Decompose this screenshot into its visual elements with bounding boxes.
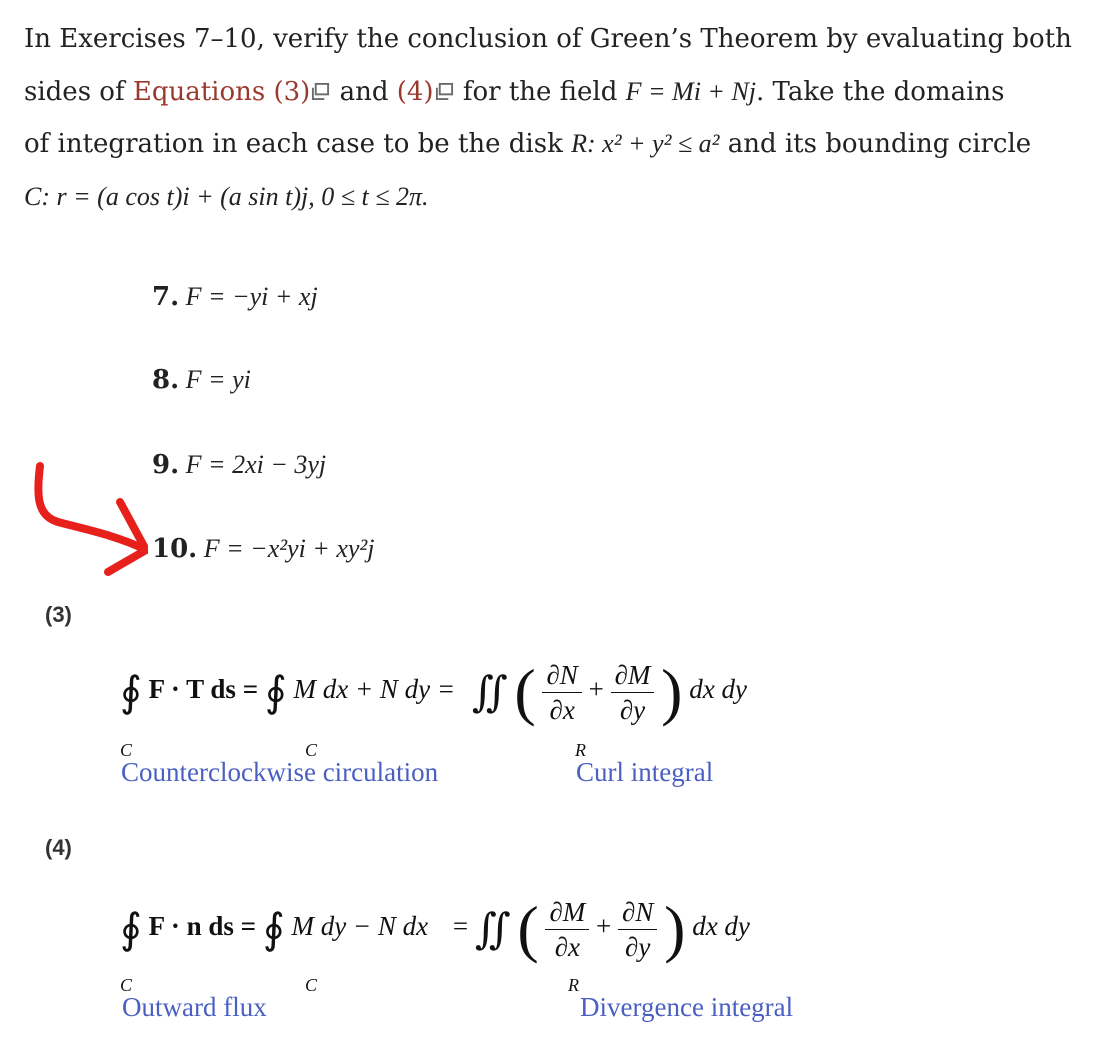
- eq3-middle: M dx + N dy =: [293, 674, 456, 705]
- caption-curl-integral: Curl integral: [576, 757, 714, 787]
- caption-counterclockwise-circulation: Counterclockwise circulation: [121, 757, 439, 787]
- intro-text-1: In Exercises 7–10, verify the conclusion of Green’s Theorem by evaluating both: [24, 24, 1072, 54]
- field-formula: F = Mi + Nj: [625, 76, 757, 106]
- external-link-icon[interactable]: [435, 82, 454, 101]
- fraction-numerator: ∂N: [542, 658, 581, 693]
- equation-4-label: (4): [45, 835, 72, 860]
- equation-3-link[interactable]: Equations (3): [132, 76, 311, 107]
- caption-outward-flux: Outward flux: [122, 992, 267, 1022]
- eq4-tail: dx dy: [692, 911, 750, 942]
- eq4-subscript-r: R: [568, 975, 579, 995]
- plus-sign: +: [596, 911, 612, 942]
- exercise-number: 9.: [152, 450, 180, 480]
- external-link-icon[interactable]: [311, 82, 330, 101]
- eq3-fraction-2: [611, 658, 655, 727]
- circle-formula: C: r = (a cos t)i + (a sin t)j, 0 ≤ t ≤ 2π.: [24, 181, 429, 211]
- eq3-fraction-1: [542, 658, 581, 727]
- eq4-middle: M dy − N dx: [291, 911, 429, 942]
- eq3-lhs: F · T ds =: [148, 674, 259, 705]
- exercise-9: [152, 450, 326, 480]
- exercise-8: [152, 365, 251, 395]
- intro-text-2a: sides of: [24, 76, 133, 107]
- eq4-subscript-c: C: [305, 975, 318, 995]
- exercise-number: 7.: [152, 282, 180, 312]
- intro-paragraph: [24, 14, 1074, 223]
- fraction-denominator: ∂x: [549, 694, 575, 725]
- eq3-subscript-c: C: [120, 740, 133, 760]
- intro-text-2d: . Take the domains: [756, 76, 1005, 107]
- intro-line-2: [24, 66, 1074, 119]
- fraction-numerator: ∂N: [618, 895, 657, 930]
- eq3-tail: dx dy: [689, 674, 747, 705]
- intro-text-2c: for the field: [454, 76, 626, 107]
- exercise-number: 10.: [152, 534, 198, 564]
- double-integral-symbol: ∬: [474, 907, 511, 953]
- eq4-fraction-1: [545, 895, 589, 964]
- exercise-7: [152, 282, 318, 312]
- left-paren: (: [517, 893, 539, 964]
- disk-formula: R: x² + y² ≤ a²: [571, 129, 720, 158]
- hand-drawn-arrow-annotation: [28, 458, 148, 578]
- contour-integral-symbol: ∮: [120, 907, 142, 953]
- intro-line-3: [24, 118, 1074, 171]
- right-paren: ): [664, 893, 686, 964]
- left-paren: (: [514, 656, 536, 727]
- exercise-formula: F = yi: [185, 365, 251, 394]
- exercise-formula: F = 2xi − 3yj: [185, 450, 327, 479]
- double-integral-symbol: ∬: [471, 670, 508, 716]
- eq3-subscript-c: C: [305, 740, 318, 760]
- eq4-lhs: F · n ds =: [148, 911, 257, 942]
- equation-4-link[interactable]: (4): [396, 76, 434, 107]
- equation-3: [120, 655, 747, 729]
- exercise-number: 8.: [152, 365, 180, 395]
- caption-divergence-integral: Divergence integral: [580, 992, 794, 1022]
- equals-sign: =: [452, 911, 469, 942]
- intro-text-3b: and its bounding circle: [719, 129, 1032, 159]
- fraction-numerator: ∂M: [545, 895, 589, 930]
- eq4-fraction-2: [618, 895, 657, 964]
- right-paren: ): [661, 656, 683, 727]
- fraction-denominator: ∂y: [619, 694, 646, 725]
- fraction-denominator: ∂x: [554, 931, 581, 962]
- contour-integral-symbol: ∮: [262, 907, 285, 953]
- fraction-denominator: ∂y: [625, 931, 651, 962]
- exercise-formula: F = −yi + xj: [185, 282, 318, 311]
- exercise-formula: F = −x²yi + xy²j: [203, 534, 375, 563]
- contour-integral-symbol: ∮: [264, 670, 287, 716]
- intro-line-4: [24, 171, 1074, 224]
- plus-sign: +: [588, 674, 604, 705]
- eq4-subscript-c: C: [120, 975, 133, 995]
- fraction-numerator: ∂M: [611, 658, 655, 693]
- eq3-subscript-r: R: [575, 740, 586, 760]
- equation-4: [120, 892, 750, 966]
- contour-integral-symbol: ∮: [120, 670, 142, 716]
- exercise-10: [152, 534, 374, 564]
- intro-line-1: [24, 14, 1074, 66]
- intro-text-3a: of integration in each case to be the disk: [24, 129, 572, 159]
- intro-text-2b: and: [331, 76, 397, 107]
- equation-3-label: (3): [45, 602, 72, 627]
